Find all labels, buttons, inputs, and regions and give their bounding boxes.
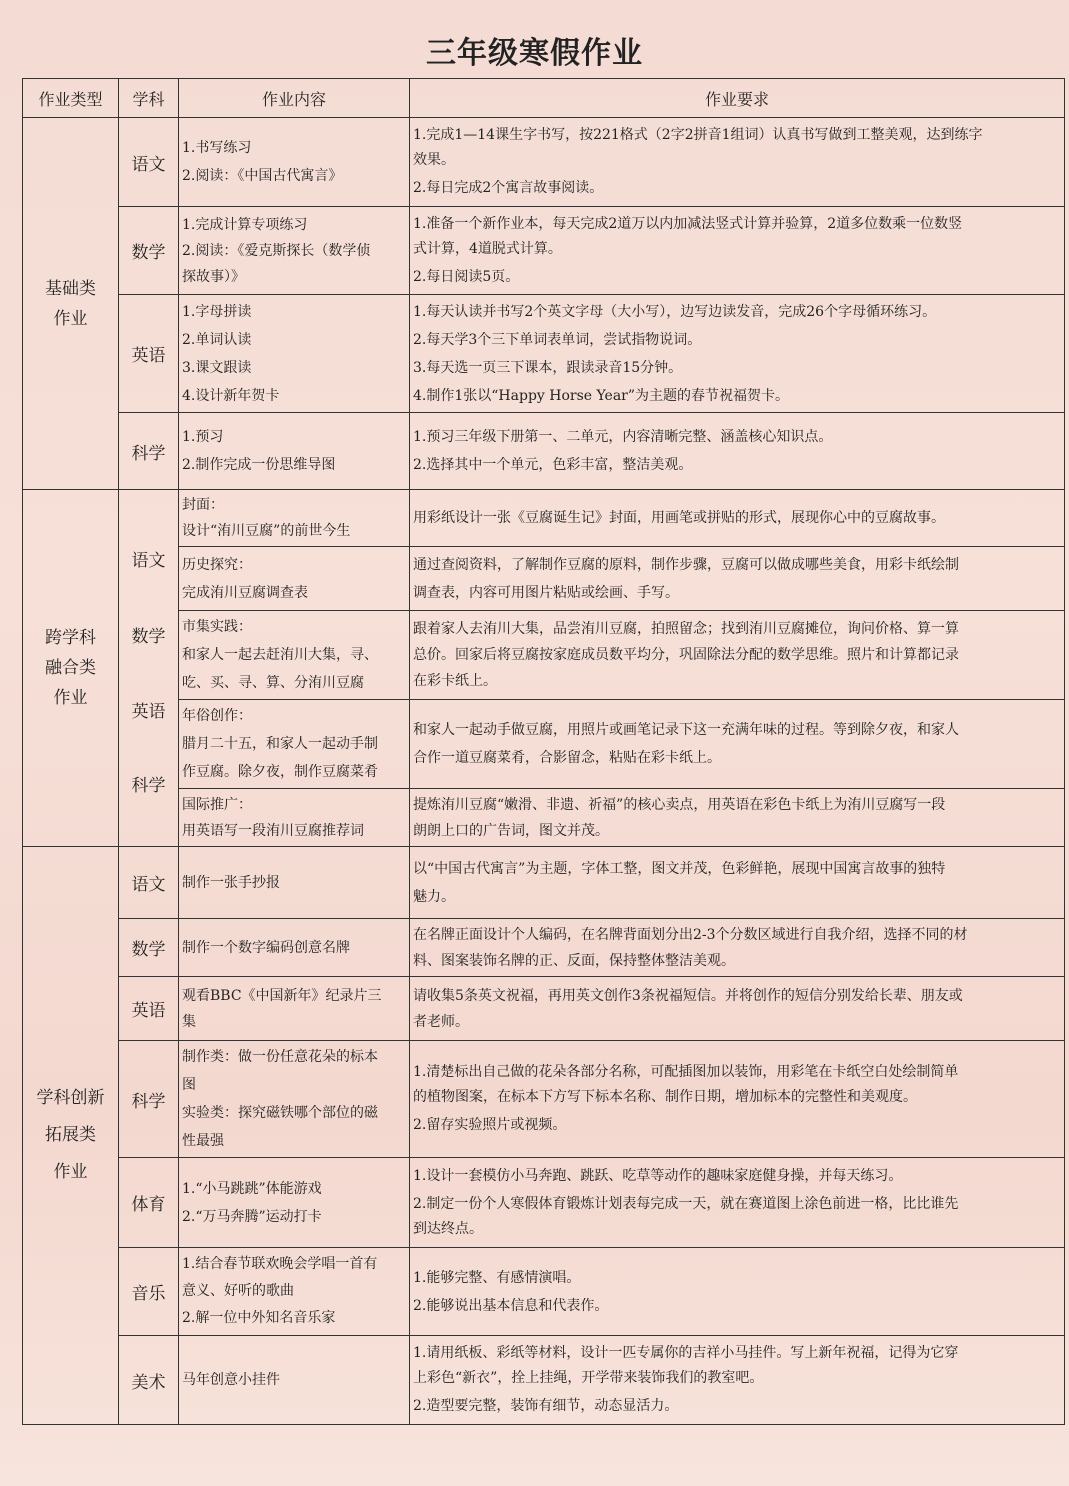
- table-row: [23, 847, 1065, 919]
- req-line: 1.能够完整、有感情演唱。: [413, 1269, 581, 1286]
- requirement-cell: [410, 700, 1065, 789]
- type-cell-cross: [23, 490, 119, 847]
- subject-cell: 语文: [119, 118, 179, 207]
- subject-cell: 数学: [119, 919, 179, 977]
- req-line: 通过查阅资料，了解制作豆腐的原料，制作步骤，豆腐可以做成哪些美食，用彩卡纸绘制: [413, 556, 959, 573]
- content-line: 1.“小马跳跳”体能游戏: [182, 1180, 322, 1197]
- req-line: 请收集5条英文祝福，再用英文创作3条祝福短信。并将创作的短信分别发给长辈、朋友或: [413, 987, 963, 1004]
- content-line: 探故事）》: [182, 268, 245, 285]
- type-text: 学科创新: [36, 1088, 105, 1108]
- content-line: 设计“洧川豆腐”的前世今生: [182, 523, 351, 539]
- content-line: 2.阅读：《爱克斯探长（数学侦: [182, 242, 371, 259]
- content-cell: [179, 1248, 410, 1336]
- req-line: 2.选择其中一个单元，色彩丰富，整洁美观。: [413, 457, 693, 473]
- header-content: 作业内容: [179, 79, 410, 118]
- req-line: 2.制定一份个人寒假体育锻炼计划表每完成一天，就在赛道图上涂色前进一格，比比谁先: [413, 1195, 959, 1212]
- req-line: 1.清楚标出自己做的花朵各部分名称，可配插图加以装饰，用彩笔在卡纸空白处绘制简单: [413, 1064, 959, 1080]
- req-line: 跟着家人去洧川大集，品尝洧川豆腐，拍照留念；找到洧川豆腐摊位，询问价格、算一算: [413, 621, 959, 637]
- content-line: 观看BBC《中国新年》纪录片三: [182, 987, 382, 1004]
- content-cell: [179, 611, 410, 700]
- req-line: 朗朗上口的广告词，图文并茂。: [413, 822, 609, 839]
- content-line: 2.解一位中外知名音乐家: [182, 1310, 336, 1326]
- table-row: [23, 977, 1065, 1041]
- requirement-cell: [410, 919, 1065, 977]
- content-cell: [179, 413, 410, 490]
- content-line: 制作一张手抄报: [182, 874, 280, 891]
- content-cell: [179, 847, 410, 919]
- content-line: 2.阅读：《中国古代寓言》: [182, 168, 343, 184]
- req-line: 1.设计一套模仿小马奔跑、跳跃、吃草等动作的趣味家庭健身操，并每天练习。: [413, 1167, 903, 1184]
- content-line: 腊月二十五，和家人一起动手制: [182, 736, 378, 752]
- table-row: [23, 547, 1065, 611]
- req-line: 的植物图案，在标本下方写下标本名称、制作日期，增加标本的完整性和美观度。: [413, 1089, 917, 1105]
- type-text: 拓展类: [45, 1125, 96, 1145]
- req-line: 3.每天选一页三下课本，跟读录音15分钟。: [413, 359, 683, 376]
- req-line: 在名牌正面设计个人编码，在名牌背面划分出2-3个分数区域进行自我介绍，选择不同的材: [413, 926, 968, 943]
- content-line: 封面：: [182, 497, 224, 513]
- content-line: 性最强: [182, 1133, 224, 1149]
- type-text: 基础类: [45, 278, 96, 299]
- content-line: 制作一个数字编码创意名牌: [182, 939, 350, 956]
- req-line: 2.每天学3个三下单词表单词，尝试指物说词。: [413, 331, 702, 348]
- content-line: 2.单词认读: [182, 331, 252, 348]
- req-line: 调查表，内容可用图片粘贴或绘画、手写。: [413, 584, 679, 601]
- req-line: 2.造型要完整，装饰有细节，动态显活力。: [413, 1398, 679, 1414]
- req-line: 魅力。: [413, 888, 455, 905]
- table-row: [23, 1248, 1065, 1336]
- req-line: 上彩色“新衣”，拴上挂绳，开学带来装饰我们的教室吧。: [413, 1370, 764, 1386]
- content-line: 作豆腐。除夕夜，制作豆腐菜肴: [182, 764, 378, 780]
- req-line: 到达终点。: [413, 1220, 483, 1237]
- table-row: [23, 413, 1065, 490]
- requirement-cell: [410, 295, 1065, 413]
- requirement-cell: [410, 1158, 1065, 1248]
- req-line: 1.每天认读并书写2个英文字母（大小写），边写边读发音，完成26个字母循环练习。: [413, 303, 937, 320]
- req-line: 2.能够说出基本信息和代表作。: [413, 1297, 609, 1314]
- req-line: 料、图案装饰名牌的正、反面，保持整体整洁美观。: [413, 952, 735, 969]
- type-text: 作业: [53, 308, 88, 329]
- content-cell: [179, 700, 410, 789]
- content-line: 实验类：探究磁铁哪个部位的磁: [182, 1105, 378, 1121]
- content-cell: [179, 1041, 410, 1158]
- req-line: 用彩纸设计一张《豆腐诞生记》封面，用画笔或拼贴的形式，展现你心中的豆腐故事。: [413, 509, 945, 526]
- homework-table: [22, 78, 1065, 1425]
- content-line: 3.课文跟读: [182, 359, 252, 376]
- subject-label: 英语: [131, 702, 166, 722]
- content-line: 制作类：做一份任意花朵的标本: [182, 1049, 378, 1065]
- table-row: [23, 1158, 1065, 1248]
- req-line: 1.完成1—14课生字书写，按221格式（2字2拼音1组词）认真书写做到工整美观，达到练字: [413, 127, 983, 143]
- content-line: 意义、好听的歌曲: [182, 1283, 294, 1299]
- req-line: 4.制作1张以“Happy Horse Year”为主题的春节祝福贺卡。: [413, 387, 790, 404]
- content-line: 1.字母拼读: [182, 303, 252, 320]
- table-row: [23, 919, 1065, 977]
- req-line: 合作一道豆腐菜肴，合影留念，粘贴在彩卡纸上。: [413, 750, 721, 766]
- subject-cell: 科学: [119, 413, 179, 490]
- req-line: 式计算，4道脱式计算。: [413, 240, 562, 257]
- req-line: 1.准备一个新作业本，每天完成2道万以内加减法竖式计算并验算，2道多位数乘一位数竖: [413, 215, 963, 232]
- req-line: 以“中国古代寓言”为主题，字体工整，图文并茂，色彩鲜艳，展现中国寓言故事的独特: [413, 860, 946, 877]
- content-line: 集: [182, 1013, 196, 1030]
- header-row: [23, 79, 1065, 118]
- requirement-cell: [410, 1041, 1065, 1158]
- requirement-cell: [410, 1248, 1065, 1336]
- content-line: 市集实践：: [182, 619, 252, 635]
- type-text: 作业: [53, 1162, 88, 1182]
- subject-cell: 音乐: [119, 1248, 179, 1336]
- req-line: 2.留存实验照片或视频。: [413, 1117, 567, 1133]
- content-line: 国际推广：: [182, 796, 252, 813]
- content-line: 用英语写一段洧川豆腐推荐词: [182, 822, 364, 839]
- type-text: 融合类: [45, 658, 96, 678]
- content-cell: [179, 919, 410, 977]
- content-line: 2.“万马奔腾”运动打卡: [182, 1208, 322, 1225]
- req-line: 总价。回家后将豆腐按家庭成员数平均分，巩固除法分配的数学思维。照片和计算都记录: [413, 647, 959, 663]
- content-line: 完成洧川豆腐调查表: [182, 584, 308, 601]
- req-line: 者老师。: [413, 1013, 469, 1030]
- header-requirement: 作业要求: [410, 79, 1065, 118]
- table-row: [23, 295, 1065, 413]
- table-row: [23, 118, 1065, 207]
- content-cell: [179, 789, 410, 847]
- requirement-cell: [410, 611, 1065, 700]
- requirement-cell: [410, 1336, 1065, 1425]
- requirement-cell: [410, 547, 1065, 611]
- subject-cell: 科学: [119, 1041, 179, 1158]
- table-row: [23, 611, 1065, 700]
- subject-cell: 英语: [119, 977, 179, 1041]
- content-line: 1.完成计算专项练习: [182, 216, 308, 233]
- requirement-cell: [410, 789, 1065, 847]
- subject-label: 数学: [131, 627, 166, 647]
- content-line: 图: [182, 1077, 196, 1093]
- table-row: [23, 207, 1065, 295]
- content-line: 2.制作完成一份思维导图: [182, 457, 336, 473]
- content-line: 历史探究：: [182, 556, 252, 573]
- content-line: 年俗创作：: [182, 708, 252, 724]
- subject-cell: 数学: [119, 207, 179, 295]
- req-line: 2.每日完成2个寓言故事阅读。: [413, 180, 604, 196]
- content-cell: [179, 1336, 410, 1425]
- type-text: 跨学科: [45, 628, 96, 648]
- subject-cell: 体育: [119, 1158, 179, 1248]
- req-line: 提炼洧川豆腐“嫩滑、非遗、祈福”的核心卖点，用英语在彩色卡纸上为洧川豆腐写一段: [413, 796, 946, 813]
- req-line: 1.请用纸板、彩纸等材料，设计一匹专属你的吉祥小马挂件。写上新年祝福，记得为它穿: [413, 1345, 959, 1361]
- page-title: 三年级寒假作业: [426, 36, 643, 71]
- table-row: [23, 1041, 1065, 1158]
- content-line: 和家人一起去赶洧川大集，寻、: [182, 647, 378, 663]
- content-cell: [179, 977, 410, 1041]
- content-line: 4.设计新年贺卡: [182, 387, 280, 404]
- header-type: 作业类型: [23, 79, 119, 118]
- req-line: 2.每日阅读5页。: [413, 268, 520, 285]
- requirement-cell: [410, 413, 1065, 490]
- requirement-cell: [410, 118, 1065, 207]
- table-row: [23, 700, 1065, 789]
- subject-label: 科学: [131, 776, 166, 796]
- table-row: [23, 789, 1065, 847]
- table-row: [23, 490, 1065, 547]
- type-cell-innovation: [23, 847, 119, 1425]
- req-line: 和家人一起动手做豆腐，用照片或画笔记录下这一充满年味的过程。等到除夕夜，和家人: [413, 722, 959, 738]
- requirement-cell: [410, 847, 1065, 919]
- req-line: 1.预习三年级下册第一、二单元，内容清晰完整、涵盖核心知识点。: [413, 429, 833, 445]
- requirement-cell: [410, 977, 1065, 1041]
- subject-label: 语文: [131, 551, 166, 571]
- req-line: 在彩卡纸上。: [413, 673, 497, 689]
- content-line: 吃、买、寻、算、分洧川豆腐: [182, 675, 364, 691]
- type-cell-basic: [23, 118, 119, 490]
- table-row: [23, 1336, 1065, 1425]
- content-cell: [179, 207, 410, 295]
- content-cell: [179, 1158, 410, 1248]
- content-cell: [179, 490, 410, 547]
- subject-cell: 语文: [119, 847, 179, 919]
- req-line: 效果。: [413, 152, 455, 168]
- content-cell: [179, 118, 410, 207]
- subject-cell: 美术: [119, 1336, 179, 1425]
- content-line: 马年创意小挂件: [182, 1372, 280, 1388]
- subject-stack-cell: [119, 490, 179, 847]
- content-cell: [179, 547, 410, 611]
- requirement-cell: [410, 490, 1065, 547]
- content-cell: [179, 295, 410, 413]
- header-subject: 学科: [119, 79, 179, 118]
- content-line: 1.预习: [182, 429, 224, 445]
- subject-cell: 英语: [119, 295, 179, 413]
- type-text: 作业: [53, 688, 88, 708]
- content-line: 1.书写练习: [182, 140, 252, 156]
- content-line: 1.结合春节联欢晚会学唱一首有: [182, 1256, 378, 1272]
- requirement-cell: [410, 207, 1065, 295]
